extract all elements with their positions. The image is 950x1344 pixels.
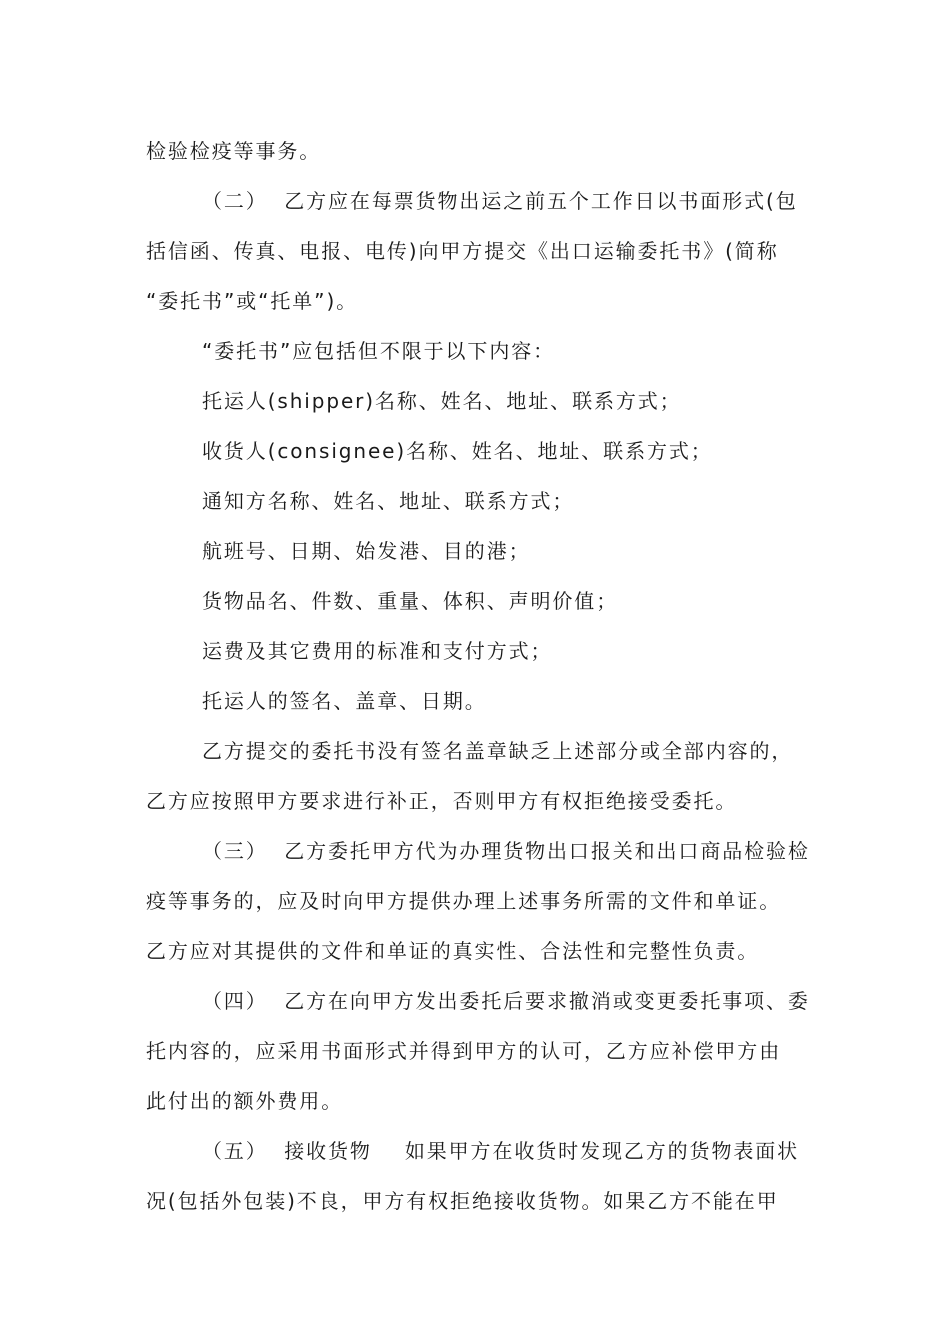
paragraph-line: （三） 乙方委托甲方代为办理货物出口报关和出口商品检验检 <box>202 839 810 863</box>
paragraph-line: 乙方应对其提供的文件和单证的真实性、合法性和完整性负责。 <box>146 939 760 963</box>
list-item: 托运人(shipper)名称、姓名、地址、联系方式； <box>202 389 682 413</box>
paragraph-line: （五） 接收货物 如果甲方在收货时发现乙方的货物表面状 <box>202 1139 800 1163</box>
paragraph-line: 疫等事务的，应及时向甲方提供办理上述事务所需的文件和单证。 <box>146 889 782 913</box>
paragraph-line: 况(包括外包装)不良，甲方有权拒绝接收货物。如果乙方不能在甲 <box>146 1189 779 1213</box>
paragraph-line: 乙方应按照甲方要求进行补正，否则甲方有权拒绝接受委托。 <box>146 789 738 813</box>
list-item: 航班号、日期、始发港、目的港； <box>202 539 531 563</box>
paragraph-line: （二） 乙方应在每票货物出运之前五个工作日以书面形式(包 <box>202 189 798 213</box>
paragraph-line: （四） 乙方在向甲方发出委托后要求撤消或变更委托事项、委 <box>202 989 810 1013</box>
paragraph-line: 托内容的，应采用书面形式并得到甲方的认可，乙方应补偿甲方由 <box>146 1039 782 1063</box>
list-item: 运费及其它费用的标准和支付方式； <box>202 639 553 663</box>
list-item: 货物品名、件数、重量、体积、声明价值； <box>202 589 619 613</box>
paragraph-line: “委托书”应包括但不限于以下内容： <box>202 339 556 363</box>
paragraph-line: 此付出的额外费用。 <box>146 1089 344 1113</box>
list-item: 通知方名称、姓名、地址、联系方式； <box>202 489 575 513</box>
paragraph-line: 括信函、传真、电报、电传)向甲方提交《出口运输委托书》(简称 <box>146 239 779 263</box>
paragraph-line: “委托书”或“托单”)。 <box>146 289 359 313</box>
list-item: 收货人(consignee)名称、姓名、地址、联系方式； <box>202 439 713 463</box>
list-item: 托运人的签名、盖章、日期。 <box>202 689 487 713</box>
paragraph-line: 乙方提交的委托书没有签名盖章缺乏上述部分或全部内容的， <box>202 739 794 763</box>
paragraph-line: 检验检疫等事务。 <box>146 139 322 163</box>
